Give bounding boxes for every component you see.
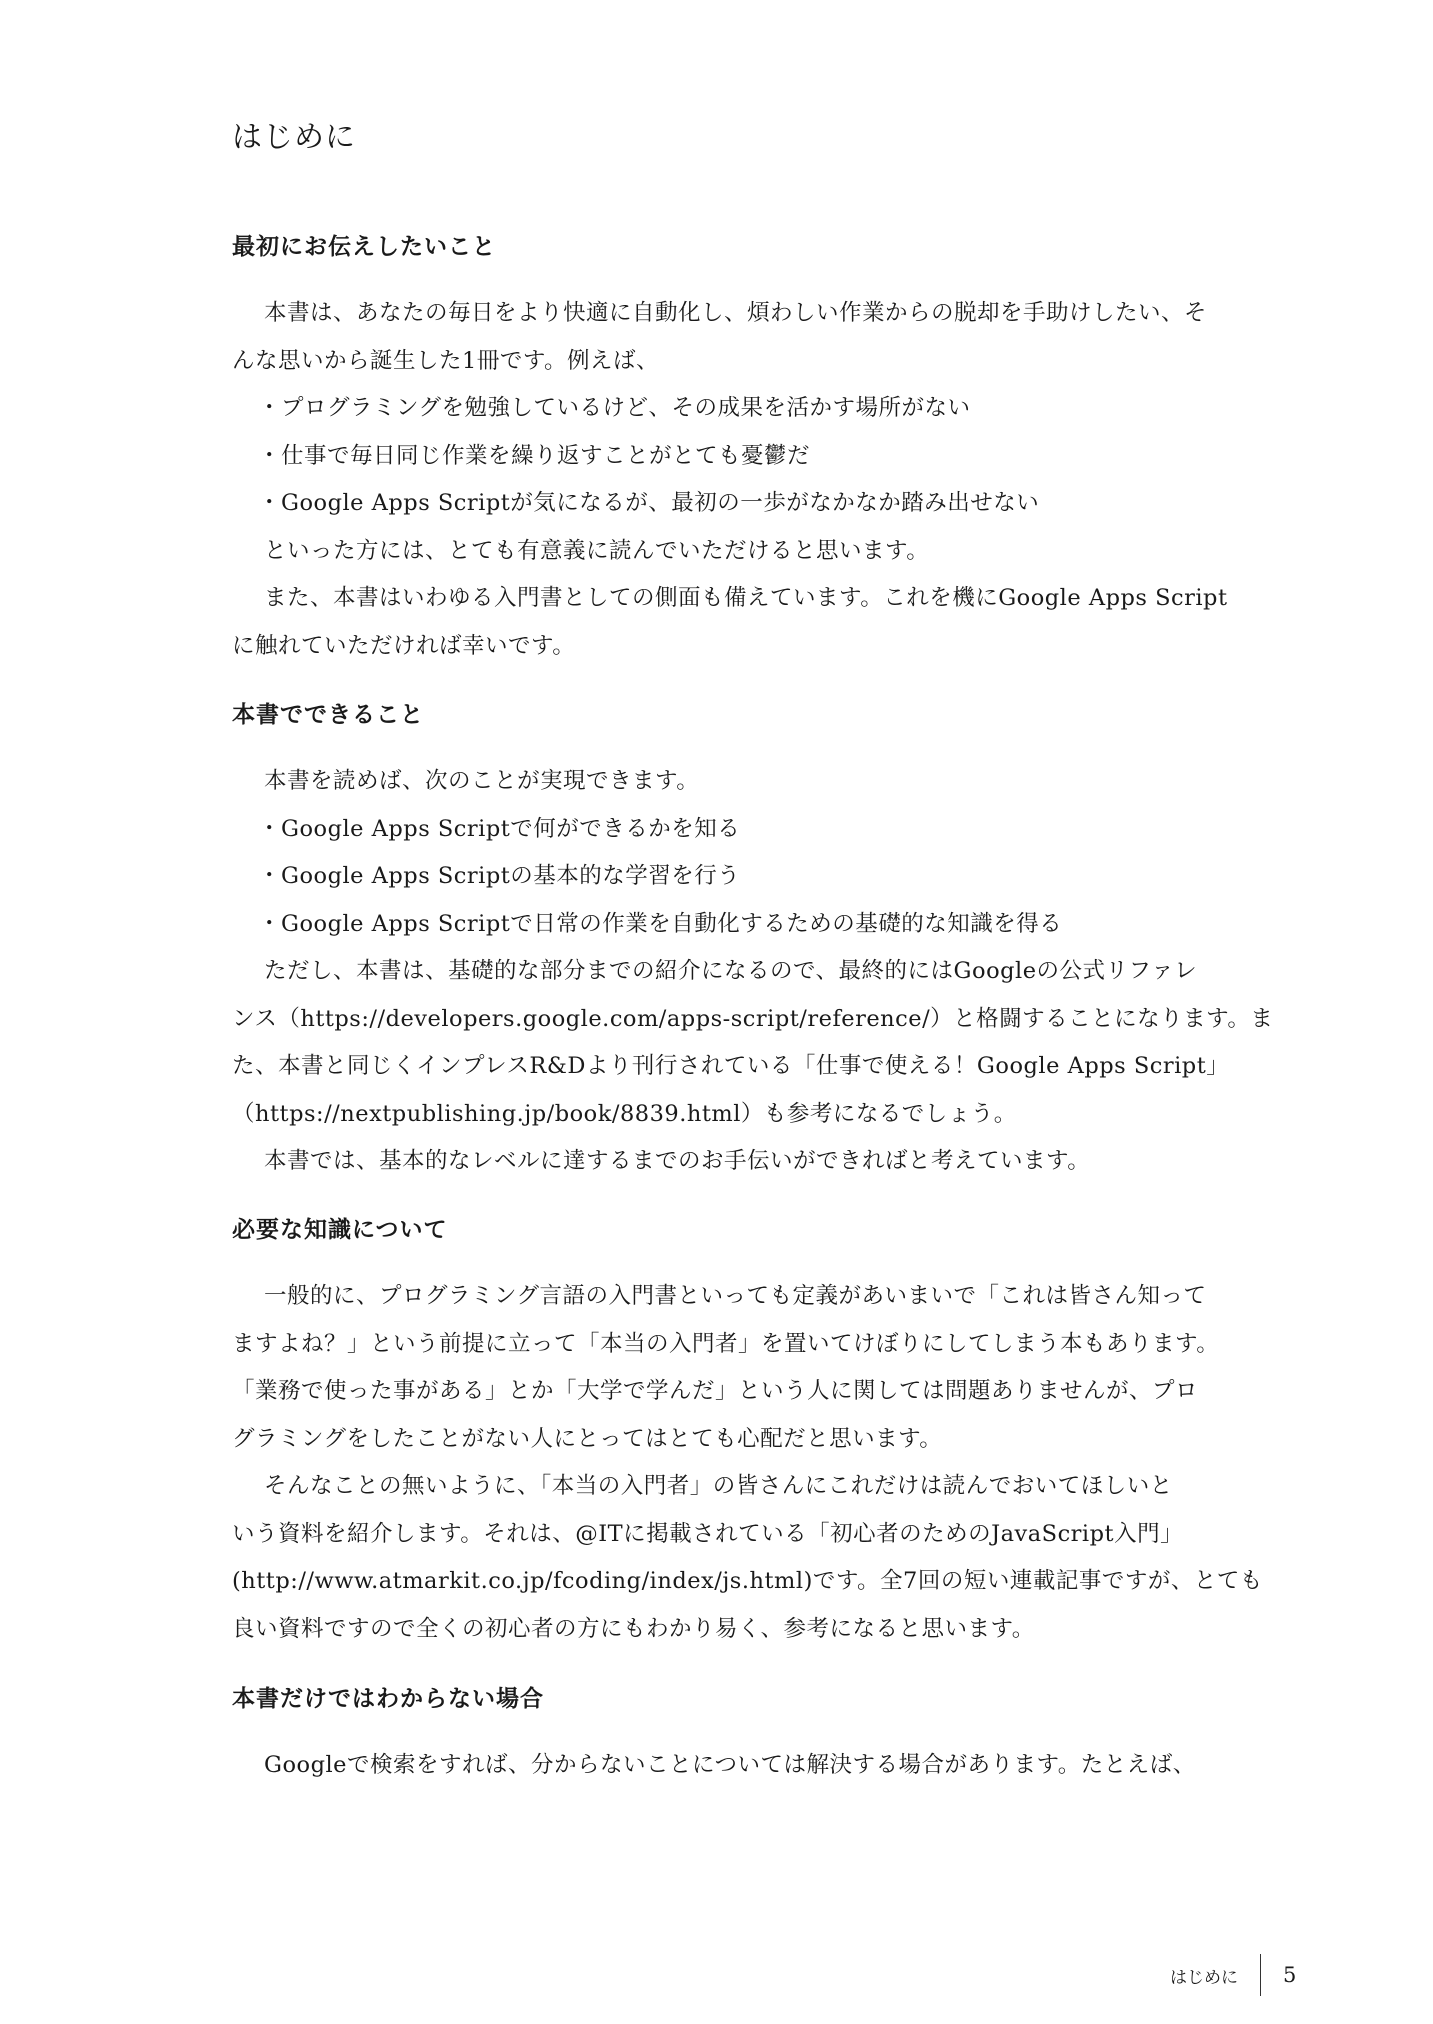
bullet-item: ・Google Apps Scriptの基本的な学習を行う xyxy=(258,863,741,889)
section-body xyxy=(232,1742,1312,1790)
page-number: 5 xyxy=(1283,1963,1297,1987)
paragraph-line: ンス（https://developers.google.com/apps-script/reference/）と格闘することになります。ま xyxy=(232,1005,1274,1032)
paragraph-line: 本書は、あなたの毎日をより快適に自動化し、煩わしい作業からの脱却を手助けしたい、そ xyxy=(264,300,1208,326)
paragraph-line: た、本書と同じくインプレスR&Dより刊行されている「仕事で使える！Google Apps Script」 xyxy=(232,1053,1230,1079)
bullet-item: ・Google Apps Scriptで日常の作業を自動化するための基礎的な知識を得る xyxy=(258,910,1063,937)
paragraph-line: といった方には、とても有意義に読んでいただけると思います。 xyxy=(264,537,930,564)
section-heading: 必要な知識について xyxy=(232,1217,448,1243)
section-beyond-book xyxy=(232,1684,1312,1790)
section-heading: 最初にお伝えしたいこと xyxy=(232,234,496,260)
section-heading: 本書でできること xyxy=(232,702,424,728)
paragraph-line: 良い資料ですので全くの初心者の方にもわかり易く、参考になると思います。 xyxy=(232,1615,1035,1642)
page-title: はじめに xyxy=(232,120,356,155)
paragraph-line: 一般的に、プログラミング言語の入門書といっても定義があいまいで「これは皆さん知って xyxy=(264,1283,1207,1309)
paragraph-line: 本書では、基本的なレベルに達するまでのお手伝いができればと考えています。 xyxy=(264,1148,1091,1174)
page-footer xyxy=(1170,1955,1296,1995)
section-capabilities xyxy=(232,700,1312,1186)
paragraph-line: んな思いから誕生した1冊です。例えば、 xyxy=(232,347,660,374)
paragraph-line: また、本書はいわゆる入門書としての側面も備えています。これを機にGoogle Apps Script xyxy=(264,585,1228,611)
paragraph-line: ますよね？」という前提に立って「本当の入門者」を置いてけぼりにしてしまう本もあります。 xyxy=(232,1330,1220,1357)
paragraph-line: Googleで検索をすれば、分からないことについては解決する場合があります。たとえば、 xyxy=(264,1752,1196,1778)
paragraph-line: 「業務で使った事がある」とか「大学で学んだ」という人に関しては問題ありませんが、プロ xyxy=(232,1378,1199,1404)
bullet-item: ・Google Apps Scriptが気になるが、最初の一歩がなかなか踏み出せない xyxy=(258,490,1040,516)
paragraph-line: そんなことの無いように、「本当の入門者」の皆さんにこれだけは読んでおいてほしいと xyxy=(264,1473,1173,1499)
paragraph-line: （https://nextpublishing.jp/book/8839.html）も参考になるでしょう。 xyxy=(232,1100,1017,1127)
bullet-item: ・プログラミングを勉強しているけど、その成果を活かす場所がない xyxy=(258,395,971,421)
footer-chapter-label: はじめに xyxy=(1170,1967,1238,1988)
paragraph-line: グラミングをしたことがない人にとってはとても心配だと思います。 xyxy=(232,1425,943,1452)
paragraph-line: いう資料を紹介します。それは、@ITに掲載されている「初心者のためのJavaScript入門」 xyxy=(232,1520,1184,1547)
section-body xyxy=(232,290,1312,670)
section-body xyxy=(232,758,1312,1186)
section-prerequisites xyxy=(232,1215,1312,1653)
bullet-item: ・Google Apps Scriptで何ができるかを知る xyxy=(258,815,741,842)
paragraph-line: に触れていただければ幸いです。 xyxy=(232,632,576,659)
paragraph-line: ただし、本書は、基礎的な部分までの紹介になるので、最終的にはGoogleの公式リファレ xyxy=(264,958,1198,984)
section-body xyxy=(232,1273,1312,1653)
section-intro xyxy=(232,232,1312,670)
paragraph-line: (http://www.atmarkit.co.jp/fcoding/index/js.html)です。全7回の短い連載記事ですが、とても xyxy=(232,1568,1263,1594)
footer-divider xyxy=(1260,1954,1261,1996)
section-heading: 本書だけではわからない場合 xyxy=(232,1686,544,1712)
paragraph-line: 本書を読めば、次のことが実現できます。 xyxy=(264,768,700,794)
bullet-item: ・仕事で毎日同じ作業を繰り返すことがとても憂鬱だ xyxy=(258,442,811,469)
